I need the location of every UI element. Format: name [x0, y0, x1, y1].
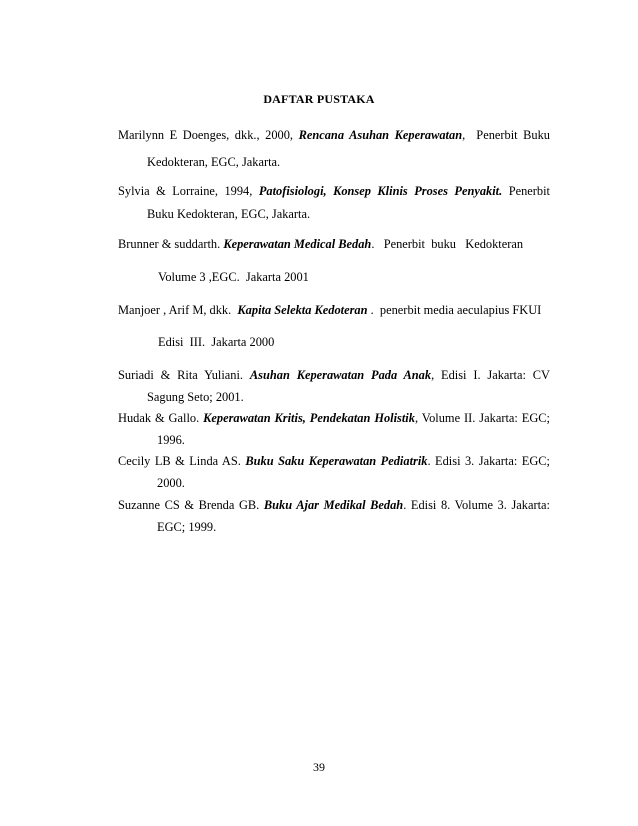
- reference-publisher: , Edisi I. Jakarta: CV: [431, 368, 550, 382]
- reference-continuation: Edisi III. Jakarta 2000: [158, 335, 275, 349]
- reference-book-title: Buku Ajar Medikal Bedah: [263, 498, 404, 512]
- reference-publisher: . Penerbit buku Kedokteran: [371, 237, 524, 251]
- reference-continuation: Buku Kedokteran, EGC, Jakarta.: [147, 207, 311, 221]
- reference-author: Brunner & suddarth.: [118, 237, 224, 251]
- reference-author: Manjoer , Arif M, dkk.: [118, 303, 238, 317]
- reference-author: Sylvia & Lorraine, 1994,: [118, 184, 259, 198]
- reference-line-1: [118, 183, 550, 199]
- reference-book-title: Rencana Asuhan Keperawatan: [298, 128, 463, 142]
- reference-author: Suriadi & Rita Yuliani.: [118, 368, 250, 382]
- reference-author: Suzanne CS & Brenda GB.: [118, 498, 264, 512]
- reference-continuation: EGC; 1999.: [157, 520, 217, 534]
- reference-continuation: 2000.: [157, 476, 185, 490]
- reference-continuation: Volume 3 ,EGC. Jakarta 2001: [158, 270, 309, 284]
- reference-book-title: Buku Saku Keperawatan Pediatrik: [245, 454, 428, 468]
- reference-line-1: [118, 236, 523, 252]
- page-number: 39: [313, 760, 325, 774]
- reference-book-title: Keperawatan Kritis, Pendekatan Holistik: [203, 411, 415, 425]
- reference-author: Marilynn E Doenges, dkk., 2000,: [118, 128, 299, 142]
- reference-continuation: Kedokteran, EGC, Jakarta.: [147, 155, 281, 169]
- reference-publisher: . Edisi 8. Volume 3. Jakarta:: [403, 498, 550, 512]
- reference-line-1: [118, 367, 550, 383]
- reference-publisher: , Penerbit Buku: [462, 128, 550, 142]
- reference-line-1: [118, 302, 541, 318]
- reference-publisher: Penerbit: [502, 184, 550, 198]
- reference-publisher: . Edisi 3. Jakarta: EGC;: [427, 454, 550, 468]
- reference-book-title: Keperawatan Medical Bedah: [223, 237, 372, 251]
- reference-line-1: [118, 453, 550, 469]
- reference-line-1: [118, 127, 550, 143]
- reference-continuation: 1996.: [157, 433, 185, 447]
- reference-book-title: Kapita Selekta Kedoteran: [237, 303, 368, 317]
- reference-continuation: Sagung Seto; 2001.: [147, 390, 244, 404]
- reference-line-1: [118, 410, 550, 426]
- page-title: DAFTAR PUSTAKA: [263, 92, 375, 106]
- reference-author: Cecily LB & Linda AS.: [118, 454, 246, 468]
- reference-book-title: Patofisiologi, Konsep Klinis Proses Penyakit.: [258, 184, 503, 198]
- reference-publisher: . penerbit media aeculapius FKUI: [367, 303, 542, 317]
- reference-publisher: , Volume II. Jakarta: EGC;: [414, 411, 550, 425]
- reference-author: Hudak & Gallo.: [118, 411, 204, 425]
- reference-book-title: Asuhan Keperawatan Pada Anak: [249, 368, 432, 382]
- reference-line-1: [118, 497, 550, 513]
